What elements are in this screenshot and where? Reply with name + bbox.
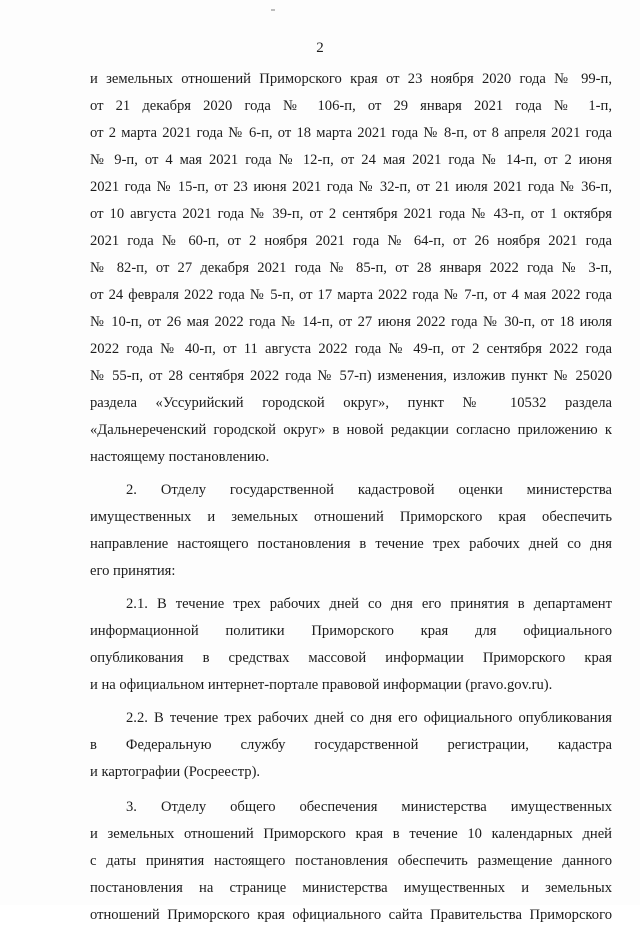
text-line: и на официальном интернет-портале правовой информации (pravo.gov.ru). xyxy=(90,677,553,693)
text-line: № 55-п, от 28 сентября 2022 года № 57-п) изменения, изложив пункт № 25020 xyxy=(90,368,612,384)
paragraph-2-2-start: 2.2. В течение трех рабочих дней со дня его официального опубликования xyxy=(126,710,612,726)
text-line: опубликования в средствах массовой информации Приморского края xyxy=(90,650,612,666)
text-line: от 10 августа 2021 года № 39-п, от 2 сентября 2021 года № 43-п, от 1 октября xyxy=(90,206,612,222)
paragraph-2-start: 2. Отделу государственной кадастровой оценки министерства xyxy=(126,482,612,498)
text-line: и земельных отношений Приморского края от 23 ноября 2020 года № 99-п, xyxy=(90,71,612,87)
text-line: № 9-п, от 4 мая 2021 года № 12-п, от 24 мая 2021 года № 14-п, от 2 июня xyxy=(90,152,612,168)
page-number: 2 xyxy=(316,40,324,56)
text-line: раздела «Уссурийский городской округ», пункт № 10532 раздела xyxy=(90,395,612,411)
scan-artifact xyxy=(271,9,275,11)
text-line: от 2 марта 2021 года № 6-п, от 18 марта 2021 года № 8-п, от 8 апреля 2021 года xyxy=(90,125,612,141)
text-line: и картографии (Росреестр). xyxy=(90,764,261,780)
text-line: от 21 декабря 2020 года № 106-п, от 29 января 2021 года № 1-п, xyxy=(90,98,612,114)
paragraph-3-start: 3. Отделу общего обеспечения министерства имущественных xyxy=(126,799,612,815)
text-line: «Дальнереченский городской округ» в новой редакции согласно приложению к xyxy=(90,422,612,438)
text-line: № 10-п, от 26 мая 2022 года № 14-п, от 27 июня 2022 года № 30-п, от 18 июля xyxy=(90,314,612,330)
text-line: 2022 года № 40-п, от 11 августа 2022 года № 49-п, от 2 сентября 2022 года xyxy=(90,341,612,357)
text-line: от 24 февраля 2022 года № 5-п, от 17 марта 2022 года № 7-п, от 4 мая 2022 года xyxy=(90,287,612,303)
text-line: в Федеральную службу государственной регистрации, кадастра xyxy=(90,737,612,753)
document-body xyxy=(90,66,612,929)
text-line: его принятия: xyxy=(90,563,176,579)
text-line: 2021 года № 15-п, от 23 июня 2021 года № 32-п, от 21 июля 2021 года № 36-п, xyxy=(90,179,612,195)
text-line: и земельных отношений Приморского края в течение 10 календарных дней xyxy=(90,826,612,842)
text-line: с даты принятия настоящего постановления обеспечить размещение данного xyxy=(90,853,612,869)
text-line: информационной политики Приморского края для официального xyxy=(90,623,612,639)
text-line: направление настоящего постановления в течение трех рабочих дней со дня xyxy=(90,536,612,552)
paragraph-2-1-start: 2.1. В течение трех рабочих дней со дня его принятия в департамент xyxy=(126,596,612,612)
text-line: постановления на странице министерства имущественных и земельных xyxy=(90,880,612,896)
text-line: настоящему постановлению. xyxy=(90,449,270,465)
text-line: имущественных и земельных отношений Приморского края обеспечить xyxy=(90,509,612,525)
text-line: 2021 года № 60-п, от 2 ноября 2021 года № 64-п, от 26 ноября 2021 года xyxy=(90,233,612,249)
text-line: № 82-п, от 27 декабря 2021 года № 85-п, от 28 января 2022 года № 3-п, xyxy=(90,260,612,276)
text-line: отношений Приморского края официального сайта Правительства Приморского xyxy=(90,907,612,923)
